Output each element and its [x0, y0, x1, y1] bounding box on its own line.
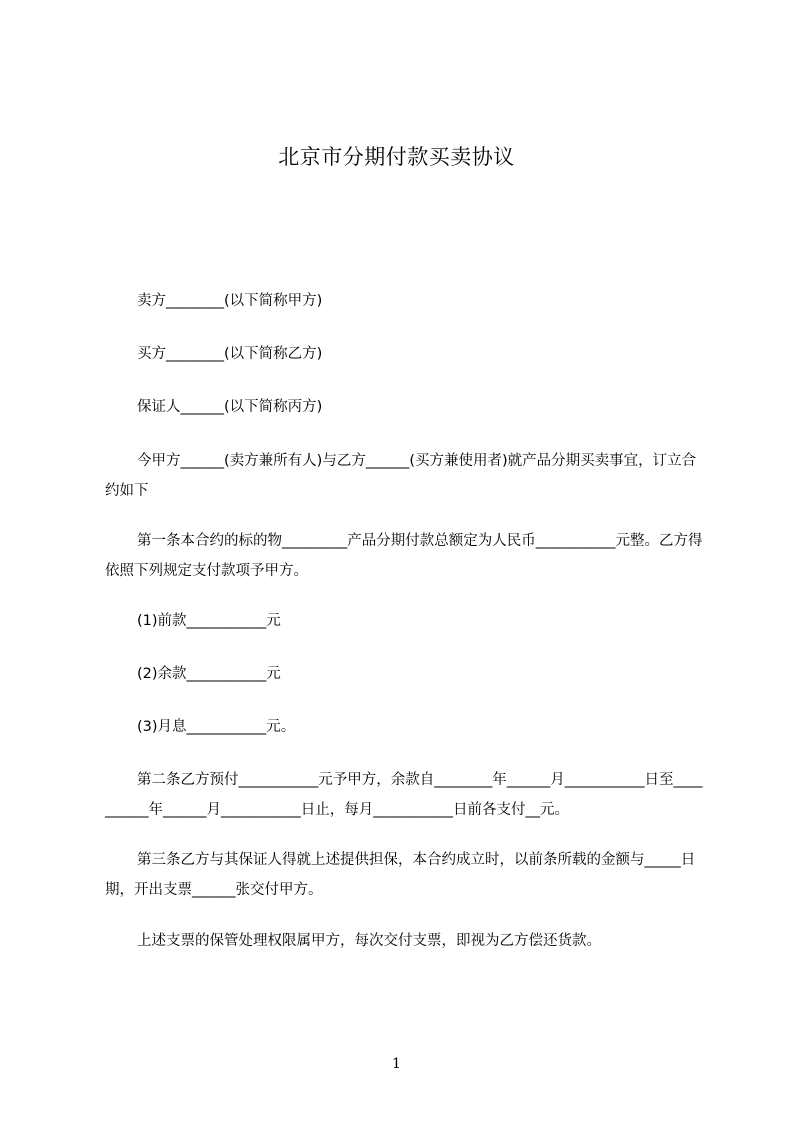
seller-line: 卖方________(以下简称甲方) [137, 293, 323, 309]
cheque-custody-paragraph: 上述支票的保管处理权限属甲方，每次交付支票，即视为乙方偿还货款。 [137, 933, 601, 949]
balance-line: (2)余款___________元 [137, 666, 281, 682]
preamble-paragraph: 今甲方______(卖方兼所有人)与乙方______(买方兼使用者)就产品分期买卖事宜，订立合约如下 [105, 453, 697, 499]
page-number: 1 [392, 1056, 401, 1072]
document-title: 北京市分期付款买卖协议 [278, 145, 515, 169]
monthly-interest-line: (3)月息___________元。 [137, 719, 296, 735]
down-payment-line: (1)前款___________元 [137, 613, 281, 629]
guarantor-line: 保证人______(以下简称丙方) [137, 399, 323, 415]
article-3-paragraph: 第三条乙方与其保证人得就上述提供担保，本合约成立时，以前条所载的金额与_____日期，开出支票______张交付甲方。 [105, 852, 696, 898]
buyer-line: 买方________(以下简称乙方) [137, 346, 323, 362]
article-2-paragraph: 第二条乙方预付___________元予甲方，余款自________年______月___________日至__________年______月___________日止，每月___________日前各支付__元。 [105, 772, 703, 818]
article-1-paragraph: 第一条本合约的标的物_________产品分期付款总额定为人民币___________元整。乙方得依照下列规定支付款项予甲方。 [105, 533, 703, 579]
